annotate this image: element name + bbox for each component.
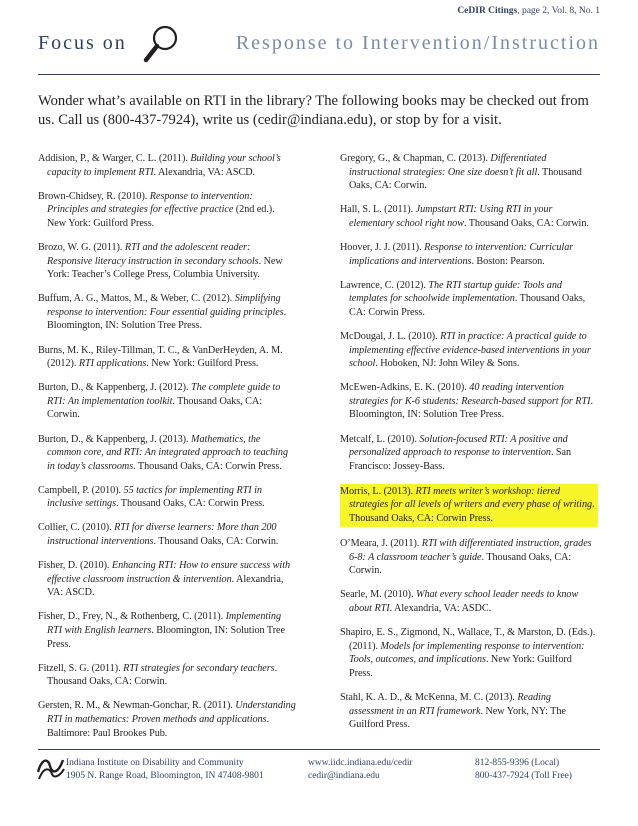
reference-title: The complete guide to RTI: An implementation toolkit (47, 382, 281, 407)
reference-author: O’Meara, J. (2011). (340, 538, 422, 550)
reference-entry (340, 433, 598, 474)
reference-entry (340, 626, 598, 680)
reference-publisher: . Thousand Oaks, CA: Corwin Press. (349, 499, 595, 524)
reference-entry (38, 521, 296, 548)
footer-phone-toll-free: 800-437-7924 (Toll Free) (475, 771, 572, 781)
reference-title: RTI with differentiated instruction, grades 6-8: A classroom teacher’s guide (349, 538, 592, 563)
reference-publisher: . Alexandria, VA: ASDC. (389, 602, 492, 614)
reference-author: Fisher, D. (2010). (38, 560, 112, 572)
reference-author: Brown-Chidsey, R. (2010). (38, 190, 150, 202)
reference-publisher: . Hoboken, NJ: John Wiley & Sons. (375, 358, 520, 370)
reference-author: Fitzell, S. G. (2011). (38, 662, 124, 674)
reference-publisher: . Thousand Oaks, CA: Corwin Press. (349, 293, 586, 318)
reference-title: Solution-focused RTI: A positive and personalized approach to response to intervention (349, 433, 568, 459)
reference-author: Gregory, G., & Chapman, C. (2013). (340, 153, 491, 164)
reference-entry (38, 190, 296, 231)
reference-entry (38, 662, 296, 689)
reference-publisher: . Bloomington, IN: Solution Tree Press. (47, 625, 285, 650)
reference-publisher: . New York, NY: The Guilford Press. (349, 705, 566, 731)
reference-publisher: . New York: Guilford Press. (146, 358, 259, 370)
reference-title: Implementing RTI with English learners (47, 611, 282, 637)
publication-citation (457, 6, 600, 16)
reference-author: Brozo, W. G. (2011). (38, 241, 125, 253)
reference-entry (38, 559, 296, 600)
reference-publisher: (2nd ed.). New York: Guilford Press. (47, 204, 275, 229)
reference-entry (340, 381, 598, 422)
footer-address (66, 757, 264, 783)
reference-publisher: . New York: Guilford Press. (349, 654, 572, 679)
reference-author: Stahl, K. A. D., & McKenna, M. C. (2013). (340, 691, 518, 703)
reference-entry (38, 610, 296, 651)
reference-title: Understanding RTI in mathematics: Proven methods and applications (47, 700, 296, 725)
footer-street: 1905 N. Range Road, Bloomington, IN 47408-9801 (66, 771, 264, 781)
reference-author: Burton, D., & Kappenberg, J. (2012). (38, 382, 192, 394)
focus-label: Focus on (38, 32, 127, 54)
reference-entry (340, 279, 598, 320)
reference-title: 40 reading intervention strategies for K-6 students: Research-based support for RTI (349, 382, 591, 407)
reference-entry (38, 241, 296, 282)
reference-author: McDougal, J. L. (2010). (340, 330, 441, 342)
reference-publisher: . Thousand Oaks, CA: Corwin. (463, 217, 589, 229)
reference-title: RTI meets writer’s workshop: tiered strategies for all levels of writers and every phase of writing (349, 485, 593, 511)
footer-phone-local: 812-855-9396 (Local) (475, 758, 560, 768)
reference-publisher: . Baltimore: Paul Brookes Pub. (47, 714, 269, 739)
reference-entry (340, 691, 598, 732)
reference-title: Response to intervention: Principles and strategies for effective practice (47, 190, 253, 216)
references-left-column (38, 152, 296, 751)
intro-text: Wonder what’s available on RTI in the library? The following books may be checked out from us. Call us (800-437-7924), write us (cedir@indiana.edu), or stop by for a visit. (38, 93, 589, 128)
publication-name: CeDIR Citings (457, 6, 518, 16)
reference-author: Shapiro, E. S., Zigmond, N., Wallace, T., & Marston, D. (Eds.). (2011). (340, 627, 596, 652)
reference-entry (340, 152, 598, 193)
reference-publisher: . Bloomington, IN: Solution Tree Press. (47, 306, 287, 332)
footer-website-link[interactable]: www.iidc.indiana.edu/cedir (308, 758, 413, 768)
reference-title: Reading assessment in an RTI framework (349, 691, 551, 717)
reference-title: RTI strategies for secondary teachers (123, 662, 275, 674)
title-row (38, 22, 600, 66)
footer-contact (308, 757, 413, 783)
magnifier-icon (143, 24, 181, 64)
reference-author: Addision, P., & Warger, C. L. (2011). (38, 153, 191, 164)
reference-publisher: . Thousand Oaks, CA: Corwin. (47, 662, 278, 688)
reference-author: Burns, M. K., Riley-Tillman, T. C., & VanDerHeyden, A. M. (2012). (38, 344, 283, 370)
reference-entry (340, 241, 598, 268)
reference-title: The RTI startup guide: Tools and templates for schoolwide implementation (349, 279, 562, 305)
reference-publisher: . Thousand Oaks, CA: Corwin Press. (116, 498, 265, 510)
reference-publisher: . Thousand Oaks, CA: Corwin. (349, 166, 582, 192)
reference-title: RTI in practice: A practical guide to implementing effective evidence-based interventions in your school (349, 330, 591, 370)
reference-publisher: . New York: Teacher’s College Press, Columbia University. (47, 255, 283, 281)
reference-entry (340, 588, 598, 615)
header-rule (38, 74, 600, 75)
reference-title: RTI and the adolescent reader: Responsive literacy instruction in secondary schools (47, 241, 259, 267)
reference-entry (38, 344, 296, 371)
reference-author: Hall, S. L. (2011). (340, 204, 416, 216)
reference-entry (340, 330, 598, 371)
reference-title: Jumpstart RTI: Using RTI in your elementary school right now (349, 204, 553, 229)
reference-title: Enhancing RTI: How to ensure success with effective classroom instruction & intervention (47, 560, 291, 585)
reference-entry (340, 203, 598, 230)
reference-entry (340, 537, 598, 578)
reference-author: Searle, M. (2010). (340, 589, 417, 601)
reference-author: Fisher, D., Frey, N., & Rothenberg, C. (2011). (38, 611, 226, 623)
reference-entry (38, 152, 296, 179)
footer-email-link[interactable]: cedir@indiana.edu (308, 771, 380, 781)
reference-publisher: . Thousand Oaks, CA: Corwin. (349, 551, 572, 577)
reference-title: Mathematics, the common core, and RTI: An integrated approach to teaching in today’s classrooms (47, 433, 288, 472)
reference-title: RTI for diverse learners: More than 200 instructional interventions (47, 522, 277, 548)
reference-publisher: . Bloomington, IN: Solution Tree Press. (349, 395, 593, 421)
reference-title: Response to intervention: Curricular implications and interventions (349, 241, 574, 267)
reference-title: Building your school’s capacity to implement RTI (47, 153, 281, 178)
publication-issue: , page 2, Vol. 8, No. 1 (517, 6, 600, 16)
reference-title: What every school leader needs to know about RTI (349, 589, 579, 614)
references-right-column (340, 152, 598, 742)
reference-entry (38, 484, 296, 511)
reference-title: Models for implementing response to intervention: Tools, outcomes, and implications (349, 640, 585, 666)
footer-phones (475, 757, 572, 783)
reference-publisher: . Thousand Oaks, CA: Corwin Press. (133, 460, 282, 472)
reference-entry (38, 381, 296, 422)
reference-publisher: . Thousand Oaks, CA: Corwin. (47, 395, 263, 421)
reference-publisher: . Alexandria, VA: ASCD. (47, 573, 284, 599)
reference-publisher: . Boston: Pearson. (471, 255, 545, 267)
reference-title: Simplifying response to intervention: Four essential guiding principles (47, 293, 284, 318)
reference-title: Differentiated instructional strategies: One size doesn’t fit all (349, 153, 547, 178)
footer-org: Indiana Institute on Disability and Community (66, 758, 244, 768)
reference-author: Hoover, J. J. (2011). (340, 241, 425, 253)
reference-author: Campbell, P. (2010). (38, 484, 124, 496)
institute-logo-icon (36, 752, 66, 782)
reference-title: RTI applications (78, 358, 147, 370)
reference-author: Lawrence, C. (2012). (340, 279, 429, 291)
reference-entry (38, 292, 296, 333)
reference-author: Burton, D., & Kappenberg, J. (2013). (38, 433, 192, 445)
reference-author: McEwen-Adkins, E. K. (2010). (340, 382, 470, 394)
reference-entry (38, 699, 296, 740)
reference-author: Collier, C. (2010). (38, 522, 115, 534)
reference-entry-highlighted (340, 484, 598, 527)
reference-author: Metcalf, L. (2010). (340, 433, 420, 445)
reference-author: Gersten, R. M., & Newman-Gonchar, R. (2011). (38, 700, 236, 712)
reference-author: Buffum, A. G., Mattos, M., & Weber, C. (2012). (38, 293, 235, 305)
page-title: Response to Intervention/Instruction (235, 32, 600, 54)
reference-title: 55 tactics for implementing RTI in inclusive settings (47, 484, 262, 510)
reference-publisher: . Alexandria, VA: ASCD. (153, 166, 256, 178)
reference-author: Morris, L. (2013). (340, 485, 416, 497)
reference-publisher: . San Francisco: Jossey-Bass. (349, 447, 572, 472)
reference-publisher: . Thousand Oaks, CA: Corwin. (153, 536, 279, 548)
footer-rule (38, 749, 600, 750)
reference-entry (38, 433, 296, 474)
